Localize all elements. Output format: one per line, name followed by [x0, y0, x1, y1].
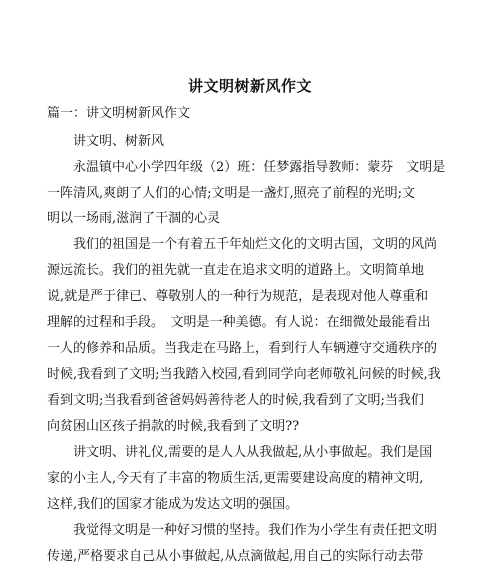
text-line: 一阵清风,爽朗了人们的心情;文明是一盏灯,照亮了前程的光明;文	[47, 186, 416, 201]
document-title: 讲文明树新风作文	[187, 77, 312, 95]
text-line: 这样,我们的国家才能成为发达文明的强国。	[47, 497, 299, 512]
text-line: 一人的修养和品质。当我走在马路上，看到行人车辆遵守交通秩序的	[47, 341, 438, 356]
text-line: 说,就是严于律已、尊敬别人的一种行为规范，是表现对他人尊重和	[47, 289, 429, 304]
text-line: 看到文明;当我看到爸爸妈妈善待老人的时候,我看到了文明;当我们	[47, 393, 424, 408]
text-line: 讲文明、讲礼仪,需要的是人人从我做起,从小事做起。我们是国	[73, 445, 433, 460]
text-line: 向贫困山区孩子捐款的时候,我看到了文明??	[47, 419, 300, 434]
text-line: 明以一场雨,滋润了干涸的心灵	[47, 211, 221, 226]
text-line: 我们的祖国是一个有着五千年灿烂文化的文明古国，文明的风尚	[73, 237, 438, 252]
text-line: 时候,我看到了文明;当我踏入校园,看到同学向老师敬礼问候的时候,我	[47, 367, 441, 382]
text-line: 源远流长。我们的祖先就一直走在追求文明的道路上。文明简单地	[47, 263, 425, 278]
text-line: 传递,严格要求自己从小事做起,从点滴做起,用自己的实际行动去带	[47, 549, 424, 564]
text-line: 永温镇中心小学四年级（2）班：任梦露指导教师：蒙芬 文明是	[73, 160, 446, 175]
section-heading: 篇一：讲文明树新风作文	[47, 106, 191, 121]
text-line: 我觉得文明是一种好习惯的坚持。我们作为小学生有责任把文明	[73, 523, 438, 538]
essay-subtitle: 讲文明、树新风	[73, 134, 165, 149]
text-line: 家的小主人,今天有了丰富的物质生活,更需要建设高度的精神文明,	[47, 471, 424, 486]
text-line: 理解的过程和手段。 文明是一种美德。有人说：在细微处最能看出	[47, 315, 431, 330]
